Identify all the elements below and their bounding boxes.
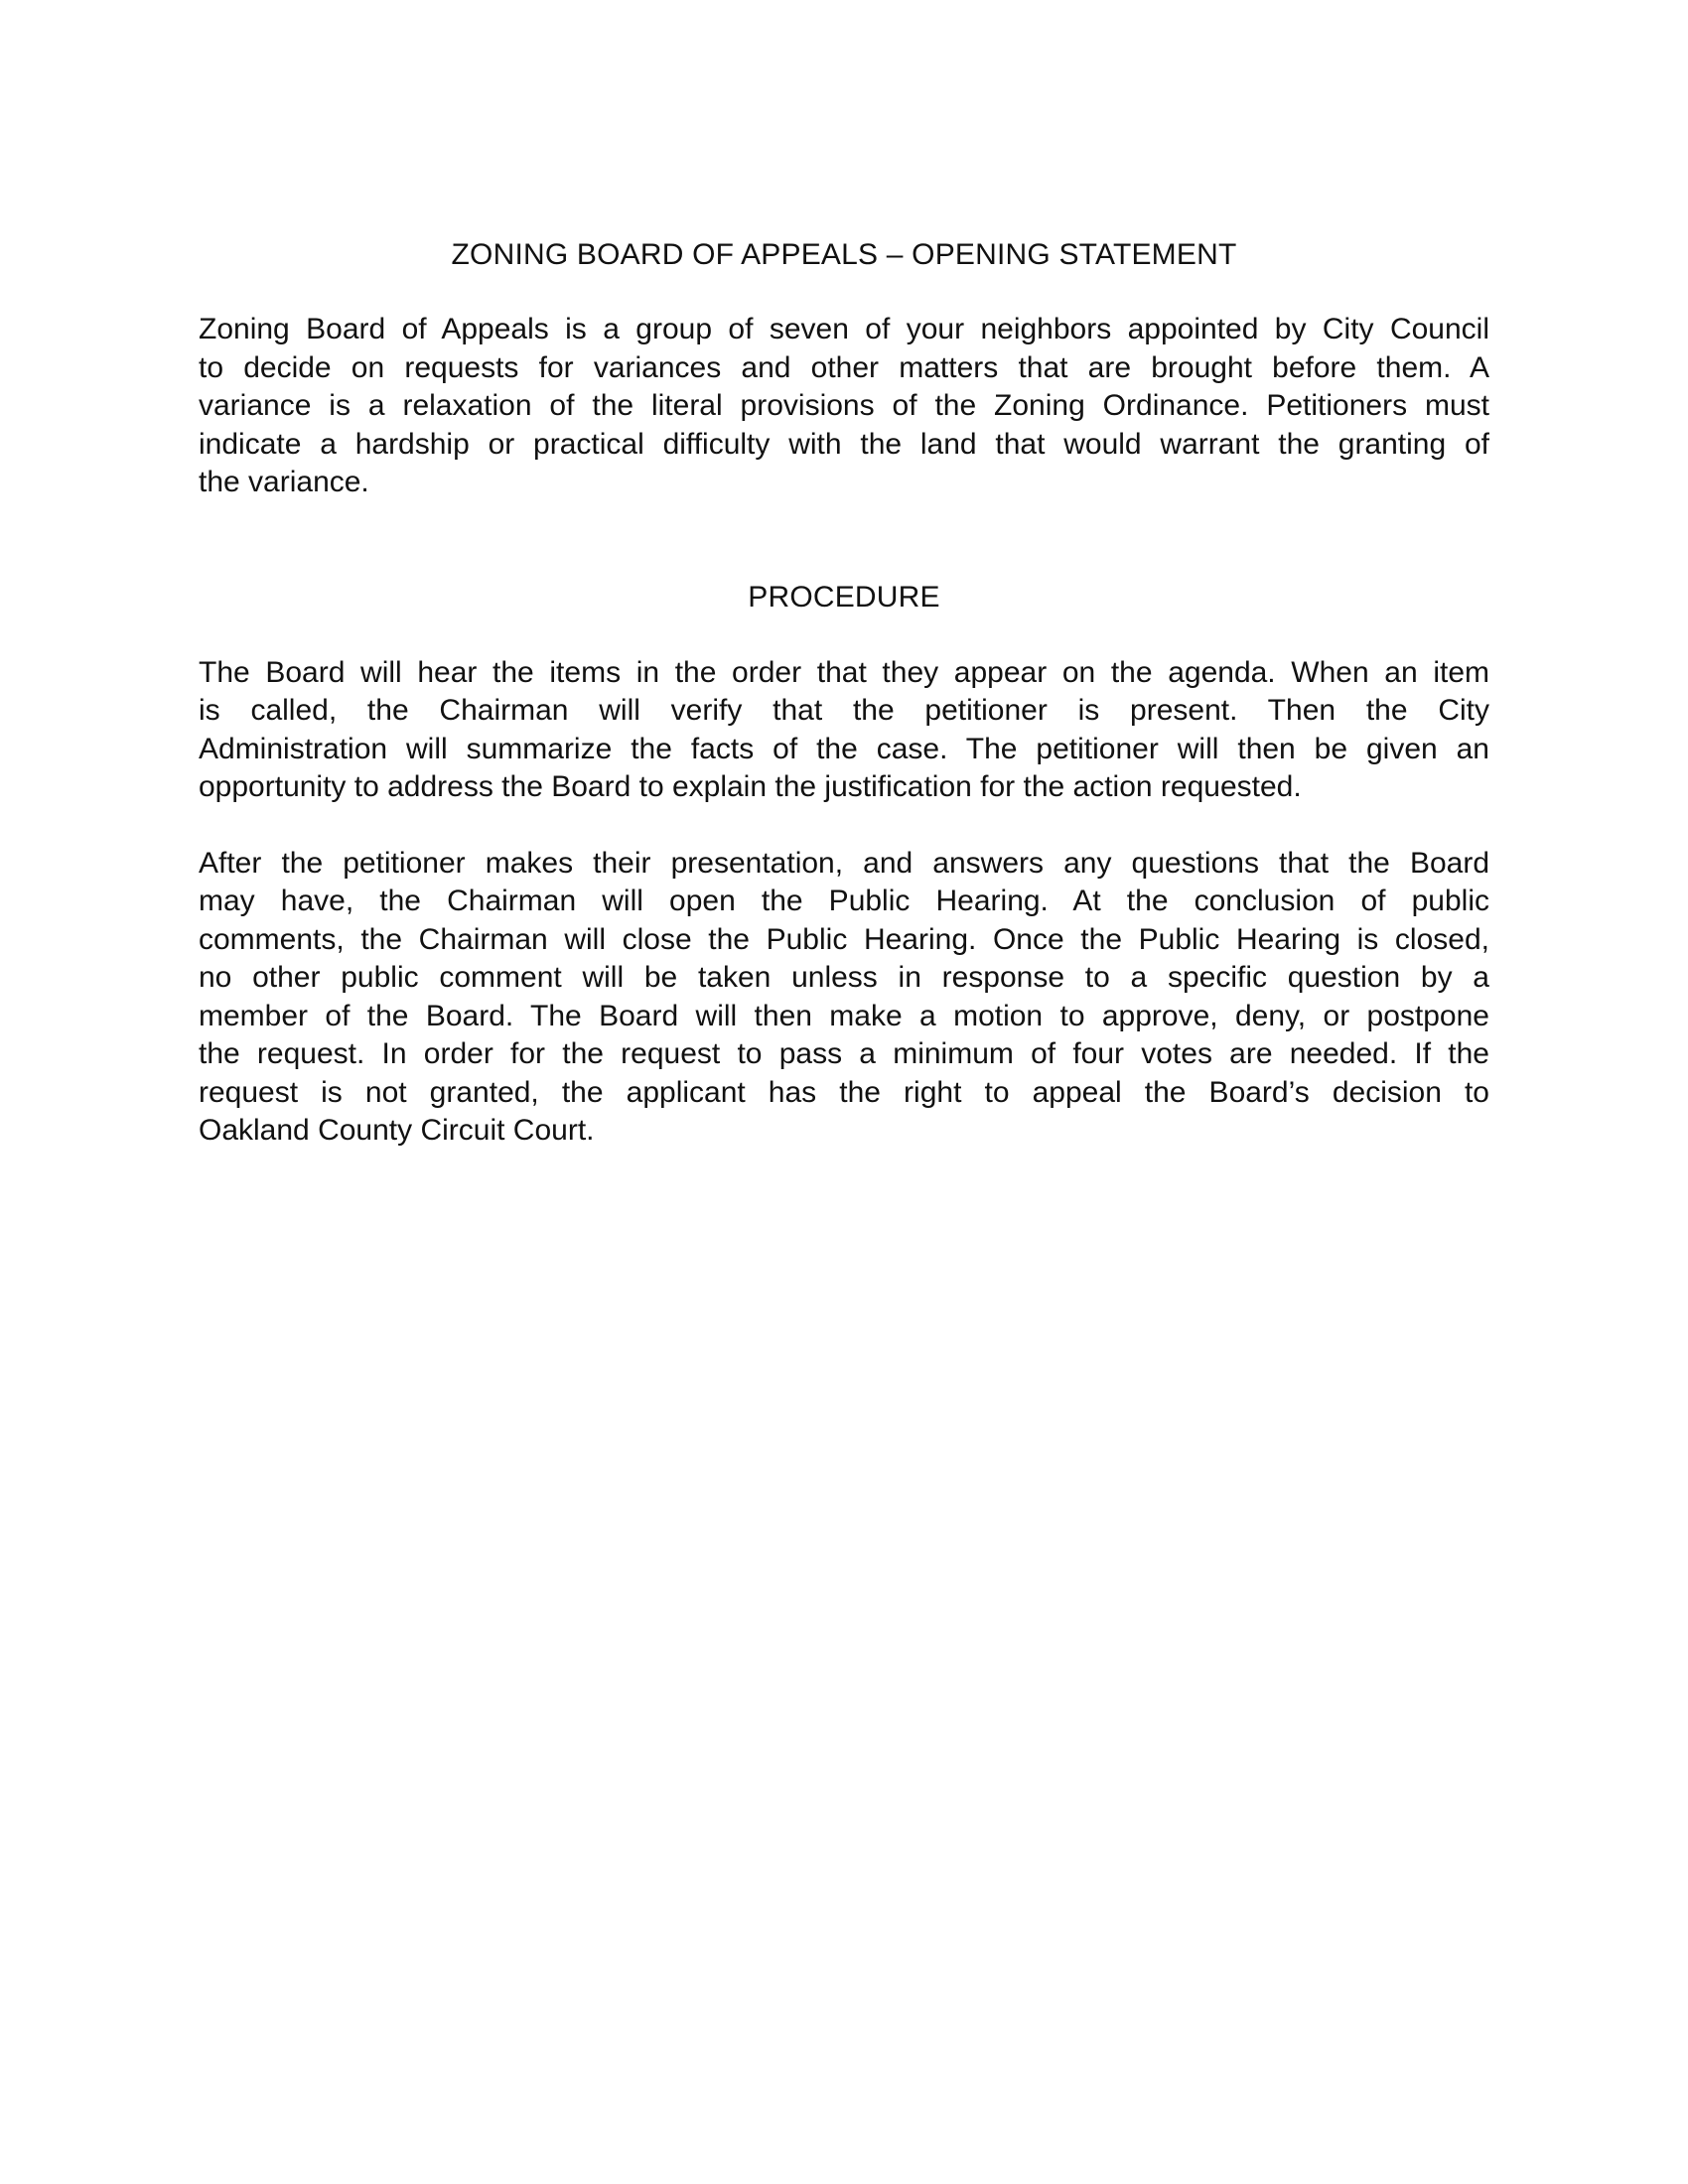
intro-line: the variance. [199, 466, 369, 498]
intro-line: variance is a relaxation of the literal provisions of the Zoning Ordinance. Petitioners must [199, 389, 1489, 422]
page-title: ZONING BOARD OF APPEALS – OPENING STATEMENT [451, 238, 1237, 271]
procedure-p2-line: After the petitioner makes their presentation, and answers any questions that the Board [199, 846, 1489, 880]
procedure-p1-line: opportunity to address the Board to explain the justification for the action requested. [199, 770, 1302, 803]
procedure-p1-line: The Board will hear the items in the order that they appear on the agenda. When an item [199, 655, 1489, 689]
procedure-p2-line: no other public comment will be taken unless in response to a specific question by a [199, 961, 1489, 994]
intro-line: Zoning Board of Appeals is a group of seven of your neighbors appointed by City Council [199, 313, 1489, 345]
procedure-p1-line: is called, the Chairman will verify that the petitioner is present. Then the City [199, 694, 1489, 727]
procedure-paragraph-1 [199, 654, 1489, 807]
intro-line: to decide on requests for variances and other matters that are brought before them. A [199, 350, 1489, 384]
procedure-paragraph-2 [199, 845, 1489, 1151]
procedure-p2-line: request is not granted, the applicant has the right to appeal the Board’s decision to [199, 1075, 1489, 1109]
procedure-p2-line: may have, the Chairman will open the Public Hearing. At the conclusion of public [199, 885, 1489, 917]
procedure-p2-line: comments, the Chairman will close the Public Hearing. Once the Public Hearing is closed, [199, 922, 1489, 956]
intro-line: indicate a hardship or practical difficulty with the land that would warrant the granting of [199, 427, 1489, 461]
procedure-p2-line: the request. In order for the request to pass a minimum of four votes are needed. If the [199, 1037, 1489, 1070]
procedure-p1-line: Administration will summarize the facts of the case. The petitioner will then be given an [199, 732, 1489, 765]
procedure-heading: PROCEDURE [748, 580, 940, 614]
document-page [199, 236, 1489, 1151]
procedure-p2-line: Oakland County Circuit Court. [199, 1114, 595, 1147]
intro-paragraph [199, 311, 1489, 502]
procedure-p2-line: member of the Board. The Board will then make a motion to approve, deny, or postpone [199, 999, 1489, 1032]
